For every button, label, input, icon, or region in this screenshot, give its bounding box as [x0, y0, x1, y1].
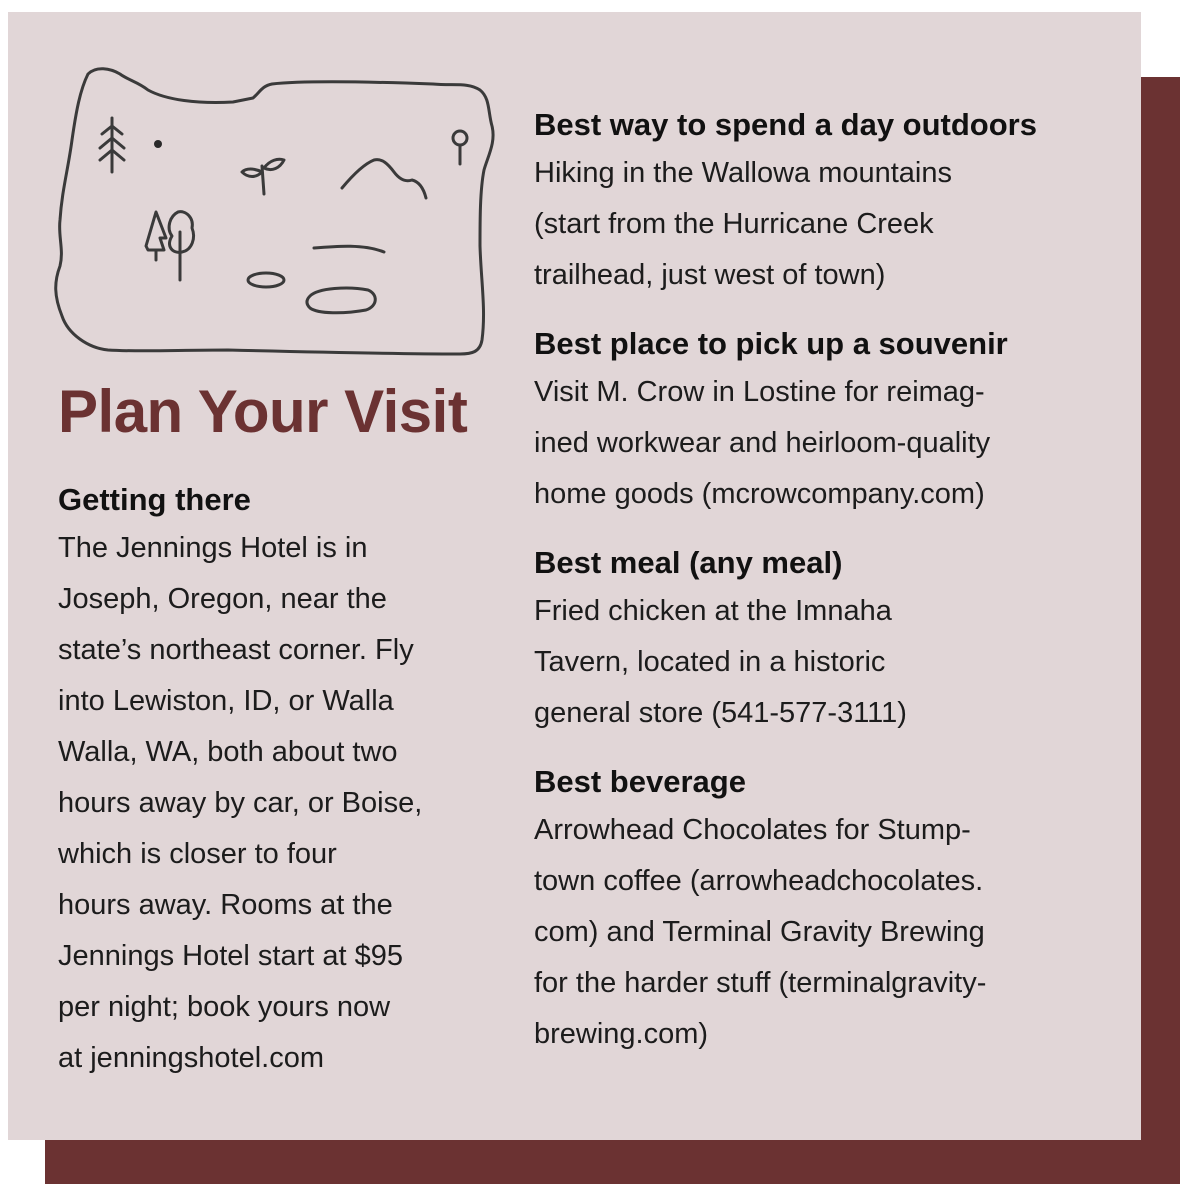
text-line: Hiking in the Wallowa mountains — [534, 157, 953, 189]
text-line: Joseph, Oregon, near the — [58, 583, 387, 615]
section-beverage — [534, 759, 1094, 1060]
city-dot-icon — [154, 140, 162, 148]
section-heading: Getting there — [58, 482, 251, 517]
text-line: general store (541-577-3111) — [534, 697, 907, 729]
section-body — [534, 805, 1064, 1060]
pin-icon — [453, 131, 467, 164]
wave-icon — [314, 246, 384, 252]
text-line: which is closer to four — [58, 838, 337, 870]
text-line: hours away by car, or Boise, — [58, 787, 423, 819]
text-line: into Lewiston, ID, or Walla — [58, 685, 394, 717]
text-line: Fried chicken at the Imnaha — [534, 595, 892, 627]
section-heading: Best way to spend a day outdoors — [534, 107, 1037, 142]
section-body — [534, 148, 1064, 301]
oregon-map-illustration — [48, 60, 508, 370]
text-line: at jenningshotel.com — [58, 1042, 324, 1074]
text-line: Jennings Hotel start at $95 — [58, 940, 403, 972]
text-line: brewing.com) — [534, 1018, 709, 1050]
text-line: state’s northeast corner. Fly — [58, 634, 414, 666]
section-heading: Best place to pick up a souvenir — [534, 326, 1008, 361]
text-line: trailhead, just west of town) — [534, 259, 886, 291]
text-line: (start from the Hurricane Creek — [534, 208, 934, 240]
text-line: Tavern, located in a historic — [534, 646, 886, 678]
sprout-icon — [242, 159, 284, 194]
text-line: Visit M. Crow in Lostine for reimag- — [534, 376, 985, 408]
section-body — [58, 523, 463, 1084]
section-heading: Best beverage — [534, 764, 746, 799]
trees-icon — [146, 212, 194, 280]
pine-tree-icon — [100, 118, 124, 172]
text-line: home goods (mcrowcompany.com) — [534, 478, 985, 510]
section-body — [534, 367, 1064, 520]
section-souvenir — [534, 321, 1094, 520]
text-line: Walla, WA, both about two — [58, 736, 398, 768]
lake-icon — [248, 273, 284, 287]
text-line: Arrowhead Chocolates for Stump- — [534, 814, 971, 846]
text-line: The Jennings Hotel is in — [58, 532, 368, 564]
text-line: hours away. Rooms at the — [58, 889, 393, 921]
text-line: ined workwear and heirloom-quality — [534, 427, 991, 459]
oregon-map-outline — [56, 69, 493, 354]
text-line: town coffee (arrowheadchocolates. — [534, 865, 984, 897]
plan-your-visit-card — [8, 12, 1141, 1140]
lake-icon — [307, 288, 375, 313]
page-title: Plan Your Visit — [58, 378, 468, 445]
section-heading: Best meal (any meal) — [534, 545, 843, 580]
text-line: com) and Terminal Gravity Brewing — [534, 916, 985, 948]
text-line: for the harder stuff (terminalgravity- — [534, 967, 987, 999]
section-meal — [534, 540, 1094, 739]
mountain-icon — [342, 160, 426, 198]
section-body — [534, 586, 1064, 739]
getting-there-section — [58, 477, 478, 1084]
section-outdoors — [534, 102, 1094, 301]
text-line: per night; book yours now — [58, 991, 391, 1023]
recommendations-column — [534, 102, 1094, 1080]
